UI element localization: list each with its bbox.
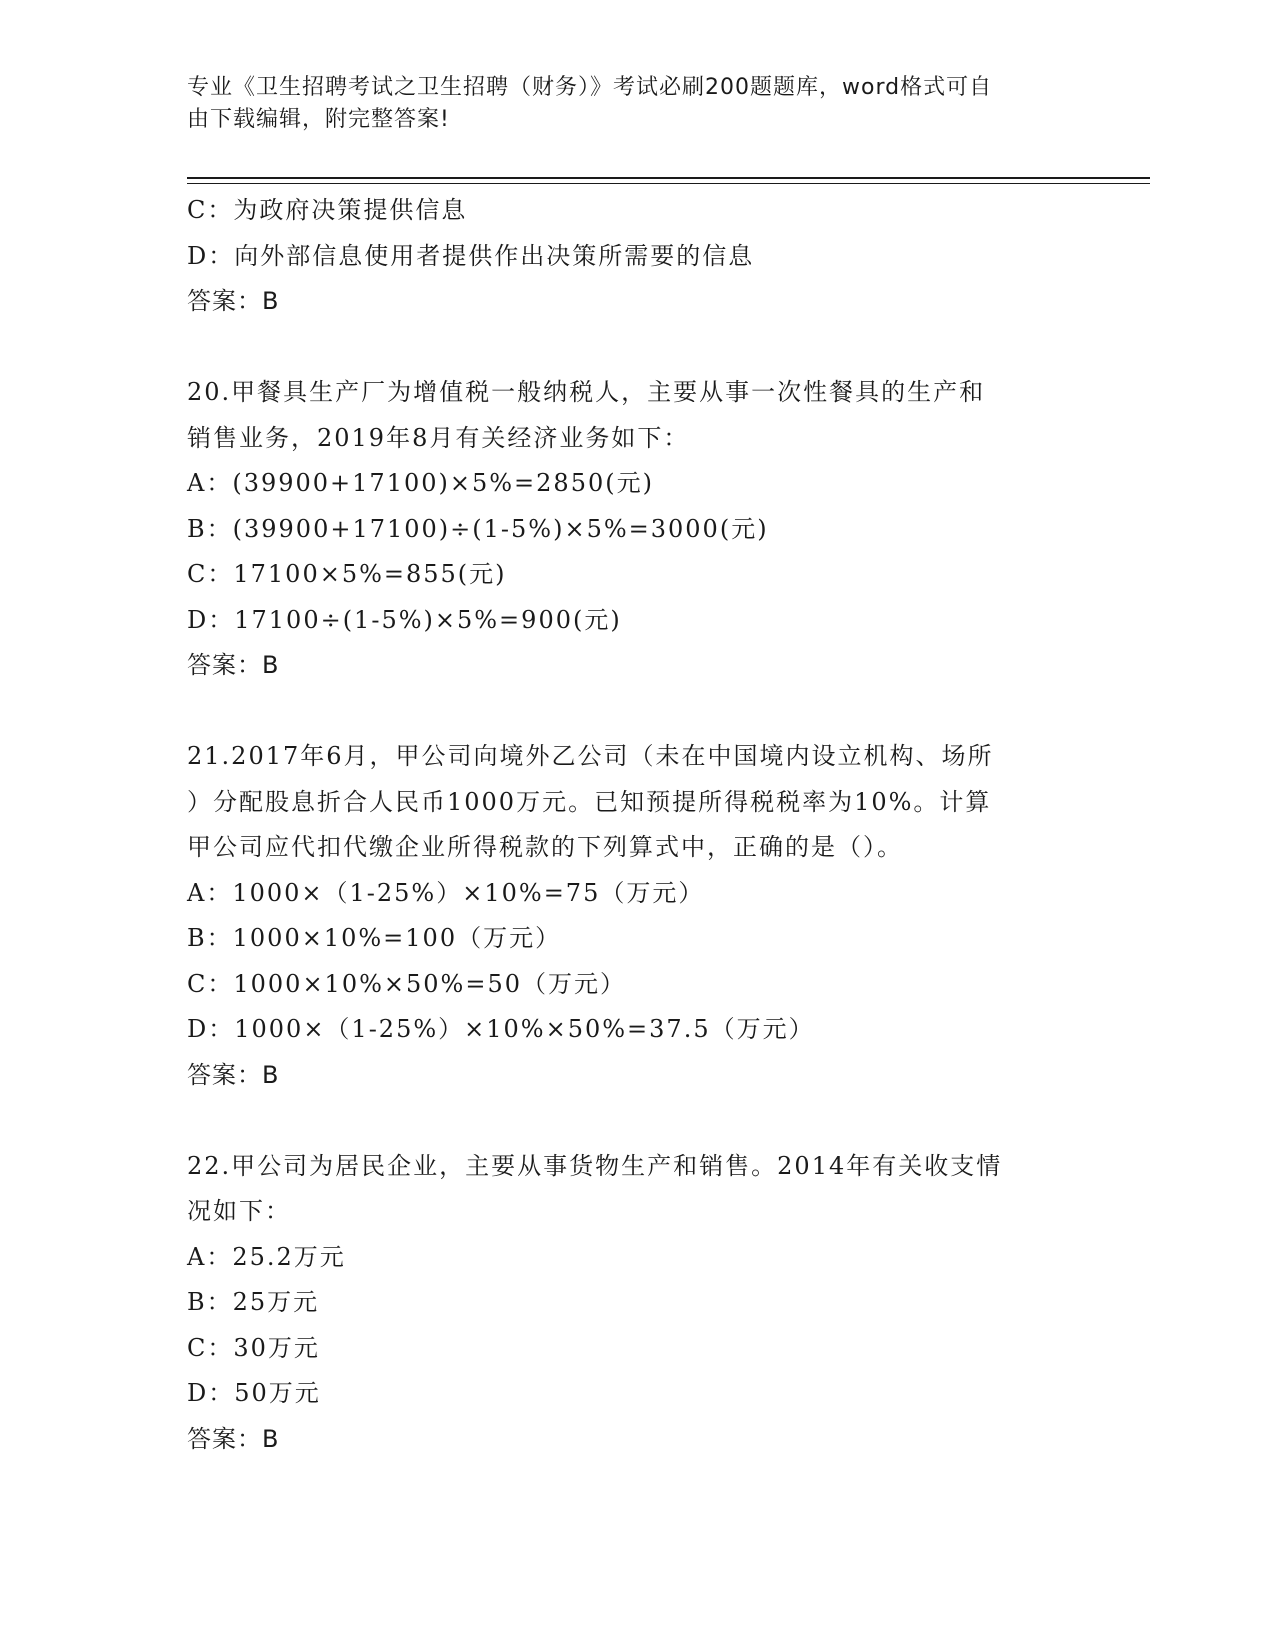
document-header [187,72,1067,136]
question-stem-line: ）分配股息折合人民币1000万元。已知预提所得税税率为10%。计算 [187,787,992,816]
option-c: C：17100×5%=855(元) [187,560,507,588]
option-d: D：1000×（1-25%）×10%×50%=37.5（万元） [187,1015,815,1043]
spacer [187,325,1087,371]
option-a: A：1000×（1-25%）×10%=75（万元） [187,878,705,907]
spacer [187,689,1087,735]
question-stem-line: 20.甲餐具生产厂为增值税一般纳税人，主要从事一次性餐具的生产和 [187,378,986,406]
option-a: A：(39900+17100)×5%=2850(元) [187,469,654,497]
answer-line: 答案：B [187,287,280,315]
previous-question-block [187,188,1087,325]
option-c: C：为政府决策提供信息 [187,196,468,224]
answer-line: 答案：B [187,651,280,679]
spacer [187,1098,1087,1144]
header-line-2: 由下载编辑，附完整答案! [187,107,450,132]
question-21 [187,734,1087,1098]
option-a: A：25.2万元 [187,1242,346,1271]
question-20 [187,370,1087,689]
question-22 [187,1144,1087,1463]
question-stem-line: 22.甲公司为居民企业，主要从事货物生产和销售。2014年有关收支情 [187,1151,1003,1180]
option-d: D：向外部信息使用者提供作出决策所需要的信息 [187,241,755,270]
header-line-1: 专业《卫生招聘考试之卫生招聘（财务）》考试必刷200题题库，word格式可自 [187,75,993,100]
question-stem-line: 21.2017年6月，甲公司向境外乙公司（未在中国境内设立机构、场所 [187,742,994,770]
answer-line: 答案：B [187,1060,280,1089]
option-b: B：(39900+17100)÷(1-5%)×5%=3000(元) [187,514,769,543]
question-stem-line: 甲公司应代扣代缴企业所得税款的下列算式中，正确的是（）。 [187,833,903,861]
option-b: B：25万元 [187,1288,320,1316]
option-c: C：1000×10%×50%=50（万元） [187,969,626,998]
answer-line: 答案：B [187,1424,280,1453]
option-d: D：50万元 [187,1379,321,1407]
question-content [187,188,1087,1462]
header-divider-thick [187,177,1150,179]
option-c: C：30万元 [187,1333,320,1362]
question-stem-line: 况如下： [187,1197,291,1225]
option-d: D：17100÷(1-5%)×5%=900(元) [187,605,622,634]
question-stem-line: 销售业务，2019年8月有关经济业务如下： [187,423,690,452]
header-divider-thin [187,183,1150,184]
option-b: B：1000×10%=100（万元） [187,924,562,952]
